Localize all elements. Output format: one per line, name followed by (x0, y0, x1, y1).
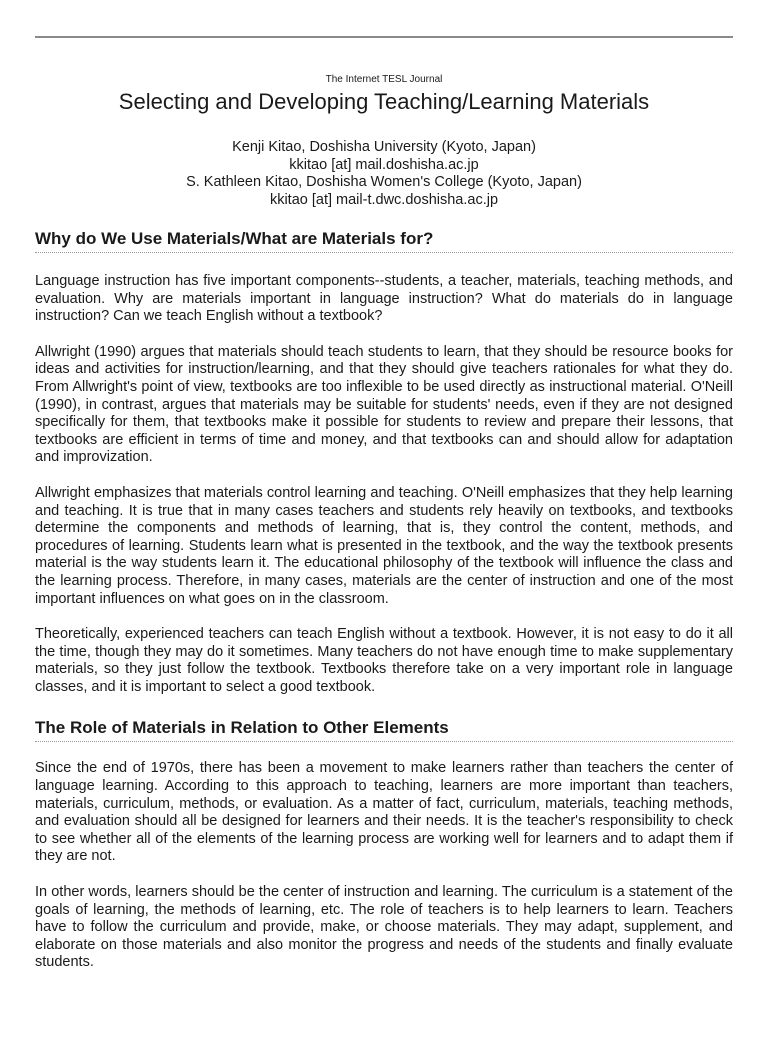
section-heading-why-materials: Why do We Use Materials/What are Materials for? (35, 229, 733, 253)
journal-name: The Internet TESL Journal (325, 74, 443, 85)
author-block (35, 139, 733, 209)
paragraph: Since the end of 1970s, there has been a movement to make learners rather than teachers the center of language learning. According to this approach to teaching, learners are more important than teachers, materials, curriculum, methods, or evaluation. As a matter of fact, curriculum, materials, teaching methods, and evaluation should all be designed for learners and their needs. It is the teacher's responsibility to check to see whether all of the elements of the learning process are working well for learners and to adapt them if they are not. (35, 760, 733, 865)
paragraph: Theoretically, experienced teachers can teach English without a textbook. However, it is not easy to do it all the time, though they may do it sometimes. Many teachers do not have enough time to make supplementary materials, so they just follow the textbook. Textbooks therefore take on a very important role in language classes, and it is important to select a good textbook. (35, 626, 733, 695)
article-title: Selecting and Developing Teaching/Learning Materials (118, 89, 650, 114)
author-2-email: kkitao [at] mail-t.dwc.doshisha.ac.jp (269, 191, 499, 208)
paragraph: Allwright (1990) argues that materials should teach students to learn, that they should be resource books for ideas and activities for instruction/learning, and that they should give teachers rationales for what they do. From Allwright's point of view, textbooks are too inflexible to be used directly as instructional material. O'Neill (1990), in contrast, argues that materials may be suitable for students' needs, even if they are not designed specifically for them, that textbooks make it possible for students to review and prepare their lessons, that textbooks are efficient in terms of time and money, and that textbooks can and should allow for adaptation and improvization. (35, 343, 733, 466)
author-1-affiliation: Kenji Kitao, Doshisha University (Kyoto, Japan) (232, 139, 536, 155)
section-heading-role-of-materials: The Role of Materials in Relation to Other Elements (35, 718, 733, 742)
top-horizontal-rule (35, 36, 733, 38)
document-page (0, 36, 768, 1060)
author-1-email: kkitao [at] mail.doshisha.ac.jp (289, 156, 479, 173)
paragraph: Language instruction has five important components--students, a teacher, materials, teaching methods, and evaluation. Why are materials important in language instruction? What do materials do in language instruction? Can we teach English without a textbook? (35, 273, 733, 325)
author-2-affiliation: S. Kathleen Kitao, Doshisha Women's College (Kyoto, Japan) (186, 174, 582, 190)
paragraph: Allwright emphasizes that materials control learning and teaching. O'Neill emphasizes that they help learning and teaching. It is true that in many cases teachers and students rely heavily on textbooks, and textbooks determine the components and methods of learning, that is, they control the content, methods, and procedures of learning. Students learn what is presented in the textbook, and the way the textbook presents material is the way students learn it. The educational philosophy of the textbook will influence the class and the learning process. Therefore, in many cases, materials are the center of instruction and one of the most important influences on what goes on in the classroom. (35, 484, 733, 607)
paragraph: In other words, learners should be the center of instruction and learning. The curriculum is a statement of the goals of learning, the methods of learning, etc. The role of teachers is to help learners to learn. Teachers have to follow the curriculum and provide, make, or choose materials. They may adapt, supplement, and elaborate on those materials and also monitor the progress and needs of the students and finally evaluate students. (35, 884, 733, 971)
